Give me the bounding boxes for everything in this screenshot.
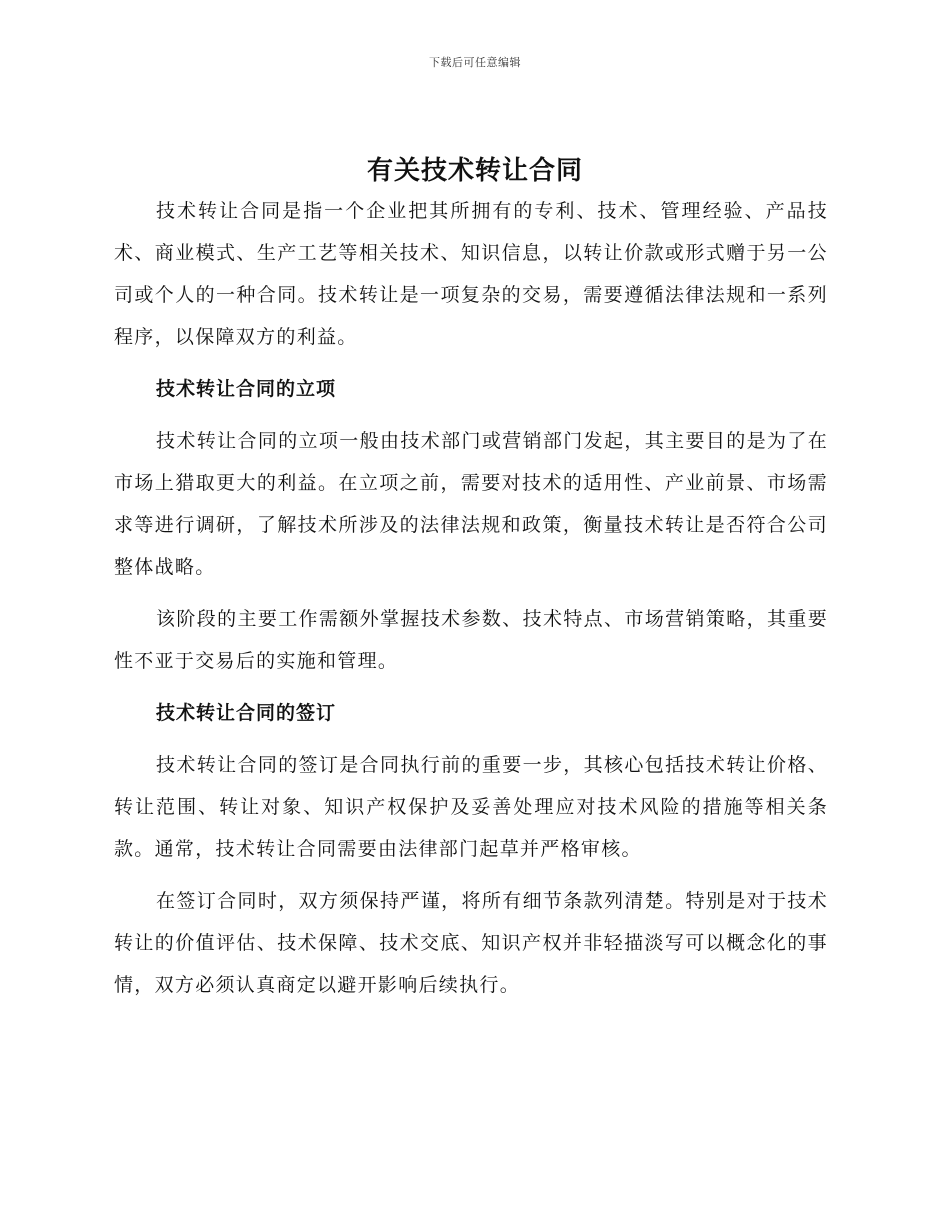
body-paragraph: 技术转让合同的签订是合同执行前的重要一步，其核心包括技术转让价格、转让范围、转让对象、知识产权保护及妥善处理应对技术风险的措施等相关条款。通常，技术转让合同需要由法律部门起草并严格审核。	[114, 754, 828, 860]
body-paragraph: 在签订合同时，双方须保持严谨，将所有细节条款列清楚。特别是对于技术转让的价值评估、技术保障、技术交底、知识产权并非轻描淡写可以概念化的事情，双方必须认真商定以避开影响后续执行。	[114, 890, 828, 996]
body-paragraph: 技术转让合同的立项一般由技术部门或营销部门发起，其主要目的是为了在市场上猎取更大的利益。在立项之前，需要对技术的适用性、产业前景、市场需求等进行调研，了解技术所涉及的法律法规和政策，衡量技术转让是否符合公司整体战略。	[114, 430, 828, 578]
section-heading: 技术转让合同的立项	[156, 378, 337, 400]
document-title: 有关技术转让合同	[366, 156, 583, 186]
intro-paragraph: 技术转让合同是指一个企业把其所拥有的专利、技术、管理经验、产品技术、商业模式、生产工艺等相关技术、知识信息，以转让价款或形式赠于另一公司或个人的一种合同。技术转让是一项复杂的交易，需要遵循法律法规和一系列程序，以保障双方的利益。	[114, 200, 828, 348]
section-signing	[114, 692, 828, 1006]
section-initiation	[114, 368, 828, 682]
section-heading: 技术转让合同的签订	[156, 702, 337, 724]
page-header: 下载后可任意编辑	[429, 56, 521, 69]
body-paragraph: 该阶段的主要工作需额外掌握技术参数、技术特点、市场营销策略，其重要性不亚于交易后的实施和管理。	[114, 608, 828, 672]
document-body	[114, 190, 828, 1016]
